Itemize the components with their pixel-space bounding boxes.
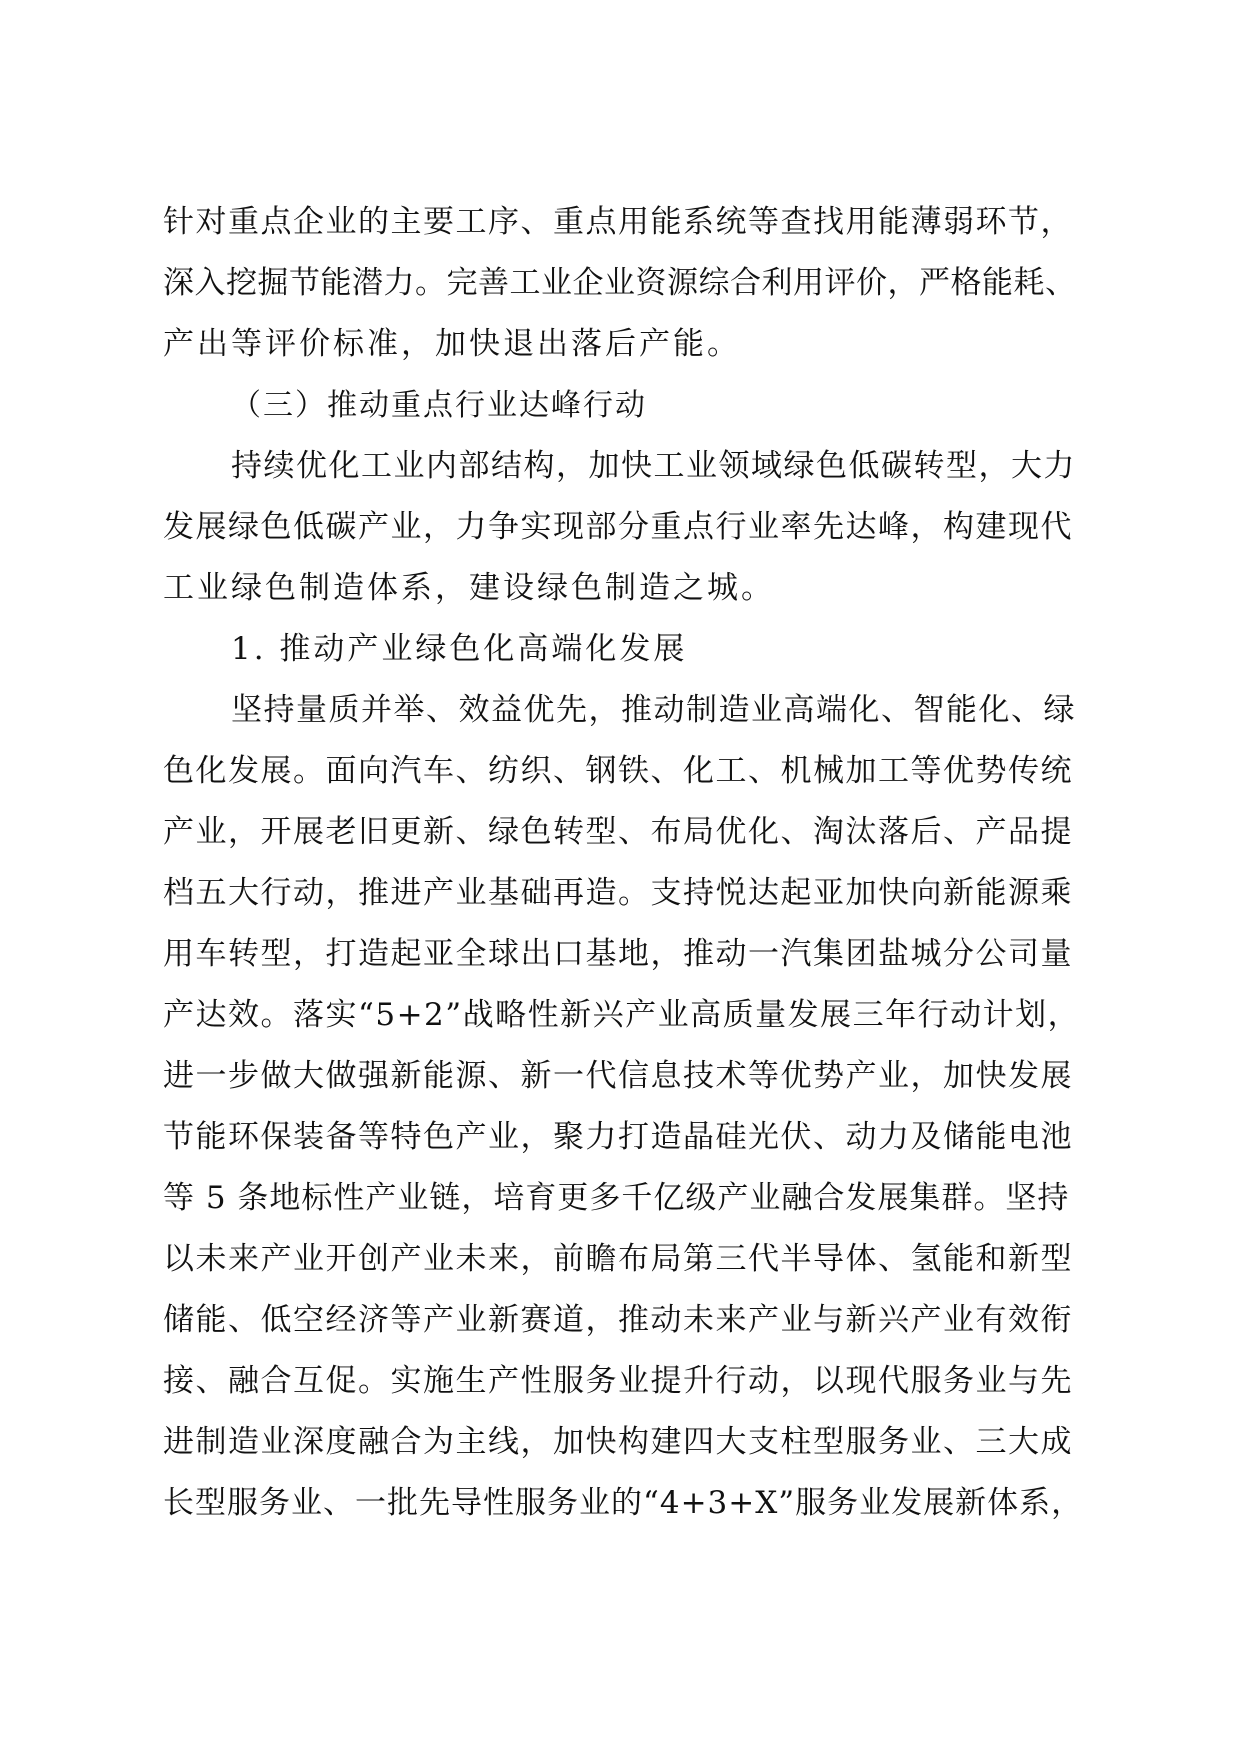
text-line: 储能、低空经济等产业新赛道，推动未来产业与新兴产业有效衔 [163, 1302, 1073, 1338]
text-line: 产达效。落实“5+2”战略性新兴产业高质量发展三年行动计划， [163, 997, 1081, 1033]
document-body [163, 192, 1083, 1534]
text-line: 进一步做大做强新能源、新一代信息技术等优势产业，加快发展 [163, 1058, 1073, 1094]
text-line: 档五大行动，推进产业基础再造。支持悦达起亚加快向新能源乘 [163, 875, 1073, 911]
text-line: 接、融合互促。实施生产性服务业提升行动，以现代服务业与先 [163, 1363, 1073, 1399]
text-line: 坚持量质并举、效益优先，推动制造业高端化、智能化、绿 [231, 692, 1076, 728]
text-line: 等 5 条地标性产业链，培育更多千亿级产业融合发展集群。坚持 [163, 1180, 1070, 1216]
text-line: 发展绿色低碳产业，力争实现部分重点行业率先达峰，构建现代 [163, 509, 1073, 545]
text-line: 用车转型，打造起亚全球出口基地，推动一汽集团盐城分公司量 [163, 936, 1073, 972]
text-line: 产出等评价标准，加快退出落后产能。 [163, 326, 741, 362]
text-line: 持续优化工业内部结构，加快工业领域绿色低碳转型，大力 [231, 448, 1076, 484]
text-line: 以未来产业开创产业未来，前瞻布局第三代半导体、氢能和新型 [163, 1241, 1073, 1277]
text-line: 进制造业深度融合为主线，加快构建四大支柱型服务业、三大成 [163, 1424, 1073, 1460]
text-line: 深入挖掘节能潜力。完善工业企业资源综合利用评价，严格能耗、 [163, 265, 1077, 301]
text-line: 色化发展。面向汽车、纺织、钢铁、化工、机械加工等优势传统 [163, 753, 1073, 789]
text-line: 针对重点企业的主要工序、重点用能系统等查找用能薄弱环节， [163, 204, 1073, 240]
text-line: 长型服务业、一批先导性服务业的“4+3+X”服务业发展新体系， [163, 1485, 1084, 1521]
text-line: 节能环保装备等特色产业，聚力打造晶硅光伏、动力及储能电池 [163, 1119, 1073, 1155]
text-line: 工业绿色制造体系，建设绿色制造之城。 [163, 570, 775, 606]
text-line: 产业，开展老旧更新、绿色转型、布局优化、淘汰落后、产品提 [163, 814, 1073, 850]
section-heading: （三）推动重点行业达峰行动 [231, 388, 647, 423]
text-line: 1. 推动产业绿色化高端化发展 [231, 631, 688, 667]
